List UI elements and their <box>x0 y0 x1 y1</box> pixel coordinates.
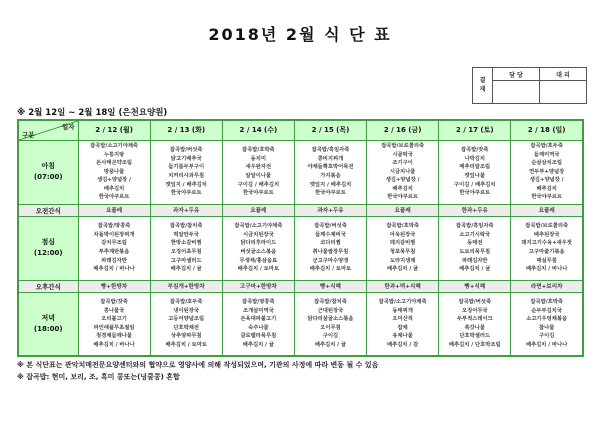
menu-item: 배추김치 / 바나나 <box>525 266 568 273</box>
meal-row <box>18 292 583 356</box>
menu-item: 잡곡밥/호박죽 <box>242 147 275 154</box>
menu-cell: 요플레 <box>222 204 294 216</box>
menu-item: 배추김치 / 단호박조림 <box>448 341 501 348</box>
menu-item: 파래김자반 <box>101 257 127 264</box>
menu-item: 콩비지찌개 <box>317 155 344 162</box>
menu-item: 오이무침 <box>320 324 341 331</box>
menu-cell: 빵+한방차 <box>78 280 150 292</box>
snack-row <box>18 280 583 292</box>
menu-item: 잡채 <box>397 324 408 331</box>
menu-item: 배추김치 / 귤 <box>459 266 491 273</box>
menu-item: 고등어양념조림 <box>168 316 205 323</box>
day-header: 2 / 12 (월) <box>78 120 150 140</box>
menu-item: 한국야쿠르트 <box>315 190 346 197</box>
row-label: 오전간식 <box>18 204 78 216</box>
menu-item: 오징어무국 <box>461 307 488 314</box>
menu-item: 배추김치 / 귤 <box>314 341 347 348</box>
menu-item: 냉이된장국 <box>173 307 199 314</box>
menu-item: 배추김치 / 바나나 <box>93 341 135 348</box>
menu-item: 들깨미역국 <box>533 151 560 158</box>
menu-item: 배추김치 / 바나나 <box>93 266 135 273</box>
menu-cell <box>222 216 294 280</box>
menu-item: 잡곡밥/버섯죽 <box>169 147 203 154</box>
menu-cell: 부침개+한방차 <box>150 280 222 292</box>
meal-row <box>18 140 583 204</box>
menu-item: 부추계란볶음 <box>98 249 130 255</box>
approval-sign-cell-staff <box>493 81 540 104</box>
menu-item: 배추김치 / 바나나 <box>525 341 568 348</box>
menu-item: 아욱된장국 <box>389 231 416 238</box>
menu-cell <box>294 216 366 280</box>
menu-item: 숙주나물 <box>248 324 269 331</box>
menu-item: 갈치무조림 <box>101 240 127 247</box>
approval-label: 결 재 <box>473 68 493 104</box>
menu-item: 배추김치 / 토마토 <box>237 266 280 273</box>
footer-notes <box>17 359 378 384</box>
menu-item: 잡곡밥/땅콩죽 <box>242 299 275 306</box>
menu-item: 잡곡밥/잣죽 <box>461 147 489 154</box>
menu-item: 청포묵무침 <box>389 249 416 255</box>
day-header: 2 / 16 (금) <box>367 120 439 140</box>
menu-item: 구이김 / 배추김치 <box>237 181 280 188</box>
menu-cell <box>222 292 294 356</box>
menu-cell <box>294 140 366 204</box>
menu-item: 잡곡밥/소고기야채죽 <box>234 223 283 230</box>
menu-item: 깻잎나물 <box>464 173 485 179</box>
menu-item: 생김+양념장 / <box>385 177 420 184</box>
menu-cell: 라면+보리차 <box>511 280 583 292</box>
menu-cell <box>367 292 439 356</box>
menu-cell <box>511 140 583 204</box>
menu-cell <box>78 292 150 356</box>
menu-item: 고구마줄기볶음 <box>528 249 565 255</box>
menu-item: 들기름두부구이 <box>168 164 205 171</box>
menu-item: 구이김 <box>538 333 555 340</box>
menu-item: 배추김치 / 토마토 <box>309 266 352 273</box>
menu-item: 무생채/홍삼음료 <box>239 257 278 264</box>
menu-item: 배추김치 <box>536 185 557 192</box>
menu-item: 잡곡밥/버섯죽 <box>458 299 492 306</box>
menu-cell <box>439 292 511 356</box>
note-source: ※ 본 식단표는 관악치매전문요양센터와의 협약으로 영양사에 의해 작성되었으며, 기관의 사정에 따라 변동 될 수 있음 <box>17 361 379 369</box>
menu-item: 배추된장국 <box>533 231 560 238</box>
menu-item: 동태전 <box>467 240 483 247</box>
menu-item: 잡곡밥/버섯죽 <box>314 223 347 230</box>
menu-item: 상추양파무침 <box>170 333 202 340</box>
menu-cell <box>78 140 150 204</box>
menu-item: 알알이나물 <box>245 173 272 179</box>
menu-item: 동태찌개 <box>392 307 413 314</box>
menu-item: 닭고기배추국 <box>170 155 202 162</box>
note-grain: ※ 잡곡밥: 현미, 보리, 조, 흑미 콩또는(넝쿨콩) 혼합 <box>17 373 180 382</box>
menu-cell: 고구마+한방차 <box>222 280 294 292</box>
menu-item: 방풍나물 <box>103 168 125 175</box>
menu-item: 참나물 <box>538 324 555 331</box>
menu-cell: 요플레 <box>78 204 150 216</box>
page-title: 2018년 2월 식 단 표 <box>208 25 392 44</box>
menu-item: 생김+양념장 / <box>97 177 131 184</box>
menu-cell <box>222 140 294 204</box>
menu-item: 한방소갈비찜 <box>170 240 202 247</box>
menu-item: 잡곡밥/참치죽 <box>314 299 347 306</box>
menu-item: 취나물쌈장무침 <box>312 249 349 255</box>
menu-item: 잡곡밥/브로콜리죽 <box>525 223 569 230</box>
day-header: 2 / 15 (목) <box>294 120 366 140</box>
menu-cell: 과자+두유 <box>294 204 366 216</box>
menu-cell <box>294 292 366 356</box>
menu-item: 나박김치 <box>464 155 485 162</box>
menu-table <box>17 119 584 357</box>
menu-item: 단호박샐러드 <box>459 333 491 340</box>
approval-table <box>472 67 587 104</box>
snack-row <box>18 204 583 216</box>
approval-header-staff: 담 당 <box>493 68 540 81</box>
menu-item: 청경채들깨나물 <box>96 333 132 340</box>
date-range-label: ※ 2월 12일 ~ 2월 18일 (은천요양원) <box>17 108 168 118</box>
menu-item: 버섯굴소스볶음 <box>240 249 277 255</box>
menu-cell <box>367 216 439 280</box>
menu-item: 잡곡밥/참치죽 <box>169 223 203 230</box>
menu-item: 잡곡밥/호두죽 <box>169 299 203 306</box>
menu-item: 매실무침 <box>536 257 557 264</box>
menu-item: 가지볶음 <box>320 173 341 179</box>
menu-item: 잡곡밥/소고기야채죽 <box>378 299 427 306</box>
menu-cell <box>150 140 222 204</box>
day-header: 2 / 18 (일) <box>511 120 583 140</box>
menu-item: 도라지생채 <box>389 257 416 264</box>
menu-item: 한국야쿠르트 <box>459 190 491 197</box>
menu-item: 배추김치 / 귤 <box>387 266 419 273</box>
row-label: 점심 (12:00) <box>18 216 78 280</box>
menu-item: 조개살미역국 <box>243 307 274 314</box>
menu-item: 잡곡밥/호두죽 <box>530 142 563 149</box>
menu-cell <box>511 292 583 356</box>
corner-date-label: 일자 <box>61 123 75 131</box>
menu-item: 소고기시락국 <box>459 231 491 238</box>
menu-item: 배추김치 / 토마토 <box>165 341 207 348</box>
menu-item: 쑥갓나물 <box>464 324 485 331</box>
menu-item: 차돌박이된장찌개 <box>93 231 135 238</box>
menu-item: 오징어초무침 <box>170 249 202 255</box>
menu-item: 단호박채전 <box>173 324 199 331</box>
menu-item: 닭다리살굴소스볶음 <box>307 316 354 323</box>
menu-item: 한국야쿠르트 <box>170 190 202 197</box>
corner-category-label: 구분 <box>22 130 35 139</box>
menu-item: 시금치된장국 <box>243 231 274 238</box>
menu-cell: 한과+떡+식혜 <box>367 280 439 292</box>
day-header: 2 / 13 (화) <box>150 120 222 140</box>
menu-cell: 요플레 <box>367 204 439 216</box>
meal-row <box>18 216 583 280</box>
menu-item: 시금치나물 <box>389 168 416 175</box>
menu-item: 잡곡밥/호박죽 <box>386 223 419 230</box>
menu-item: 구이김 <box>322 333 339 340</box>
menu-item: 잡곡밥/흑임자죽 <box>455 223 494 230</box>
menu-item: 잡곡밥/호박죽 <box>530 299 563 306</box>
menu-item: 순살삼치조림 <box>531 160 563 167</box>
menu-item: 콩나물국 <box>103 307 125 314</box>
menu-cell <box>439 216 511 280</box>
menu-item: 배추김치 <box>392 185 413 192</box>
menu-item: 닭다리후라이드 <box>240 240 277 247</box>
menu-item: 고구마샐러드 <box>170 257 202 264</box>
menu-item: 새우완자전 <box>245 164 272 171</box>
menu-cell <box>511 216 583 280</box>
menu-item: 오리불고기 <box>101 316 127 323</box>
menu-cell: 한과+두유 <box>439 204 511 216</box>
row-label: 오후간식 <box>18 280 78 292</box>
menu-item: 시골떡국 <box>392 151 413 158</box>
menu-item: 잡곡밥/잣죽 <box>100 299 128 306</box>
menu-item: 두부적스테이크 <box>456 316 493 323</box>
row-label: 저녁 (18:00) <box>18 292 78 356</box>
menu-cell <box>150 292 222 356</box>
menu-item: 들깨수제비국 <box>315 231 346 238</box>
menu-item: 클로렐라묵무침 <box>240 333 277 340</box>
menu-item: 치커리사과무침 <box>168 173 205 179</box>
menu-item: 순두부김치국 <box>531 307 563 314</box>
menu-cell: 빵+식혜 <box>294 280 366 292</box>
menu-item: 코다리찜 <box>320 240 341 247</box>
menu-item: 야채듬뿍호박어묵전 <box>307 164 354 171</box>
menu-item: 파인애플무초절임 <box>93 324 135 331</box>
menu-item: 연두부+양념장 <box>529 168 565 175</box>
menu-item: 도토리묵무침 <box>459 249 491 255</box>
menu-cell <box>150 216 222 280</box>
menu-item: 소고기우엉채볶음 <box>526 316 568 323</box>
menu-item: 잡곡밥/브로콜리죽 <box>381 142 425 149</box>
menu-item: 돼지갈비찜 <box>389 240 416 247</box>
menu-item: 떡알만두국 <box>173 231 199 238</box>
menu-cell <box>439 140 511 204</box>
header-row <box>18 120 583 140</box>
approval-sign-cell-deputy <box>540 81 587 104</box>
menu-cell <box>367 140 439 204</box>
menu-item: 돈육대파불고기 <box>240 316 277 323</box>
menu-item: 한국야쿠르트 <box>243 190 274 197</box>
menu-item: 깻잎지 / 배추김치 <box>309 181 352 188</box>
menu-item: 잡곡밥/땅콩죽 <box>97 223 131 230</box>
menu-item: 돼지고기수육+새우젓 <box>521 240 572 247</box>
menu-item: 동치미 <box>250 155 267 162</box>
menu-item: 군고구마수양갱 <box>312 257 349 264</box>
menu-cell <box>78 216 150 280</box>
menu-item: 한국야쿠르트 <box>387 194 418 201</box>
day-header: 2 / 14 (수) <box>222 120 294 140</box>
menu-item: 유채나물 <box>392 333 413 340</box>
menu-item: 근대된장국 <box>317 307 344 314</box>
menu-item: 파래김자반 <box>461 257 488 264</box>
approval-header-deputy: 대 리 <box>540 68 587 81</box>
menu-item: 깻잎지 / 배추김치 <box>165 181 207 188</box>
row-label: 아침 (07:00) <box>18 140 78 204</box>
menu-item: 구이김 / 배추김치 <box>454 181 496 188</box>
menu-item: 배추김치 <box>103 185 125 192</box>
menu-cell: 과자+두유 <box>150 204 222 216</box>
menu-item: 배추김치 / 감 <box>387 341 419 348</box>
corner-cell <box>18 120 78 140</box>
menu-item: 잡곡밥/흑임자죽 <box>311 147 350 154</box>
menu-item: 조기구이 <box>392 160 413 167</box>
menu-item: 한국야쿠르트 <box>531 194 563 201</box>
menu-item: 누룽지탕 <box>103 151 125 158</box>
menu-item: 돈사태곤약조림 <box>96 160 132 167</box>
menu-item: 한국야쿠르트 <box>98 194 130 201</box>
menu-item: 배추김치 / 귤 <box>170 266 202 273</box>
menu-item: 배추김치 / 귤 <box>242 341 274 348</box>
menu-item: 오미산적 <box>392 316 413 323</box>
day-header: 2 / 17 (토) <box>439 120 511 140</box>
menu-cell: 빵+식혜 <box>439 280 511 292</box>
menu-cell: 요플레 <box>511 204 583 216</box>
menu-item: 생김+양념장 / <box>529 177 564 184</box>
menu-item: 잡곡밥/소고기야채죽 <box>90 142 139 149</box>
menu-item: 메추리알조림 <box>459 164 491 171</box>
